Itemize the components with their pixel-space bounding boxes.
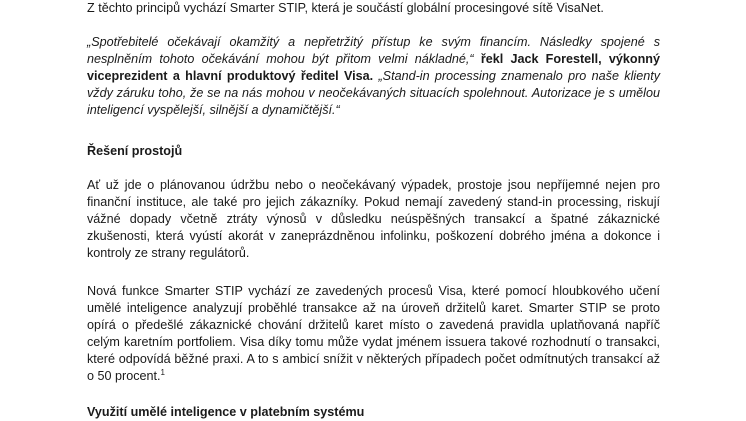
smarter-stip-text: Nová funkce Smarter STIP vychází ze zavedených procesů Visa, které pomocí hloubkového učení umělé inteligence analyzují proběhlé transakce až na úroveň držitelů karet. Smarter STIP se proto opírá o předešlé zákaznické chování držitelů karet místo o zavedená pravidla uplatňovaná napříč celým karetním portfoliem. Visa díky tomu může vydat jménem issuera takové rozhodnutí o transakci, které odpovídá běžné praxi. A to s ambicí snížit v některých případech počet odmítnutých transakcí až o 50 procent. bbox=[87, 284, 660, 383]
footnote-reference[interactable]: 1 bbox=[160, 367, 165, 377]
quote-part-2: „Stand-in processing znamenalo pro naše klienty vždy záruku toho, že se na nás mohou v neočekávaných situacích spolehnout. Autorizace je s umělou inteligencí vyspělejší, silnější a dynamičtější.“ bbox=[87, 69, 661, 117]
smarter-stip-paragraph bbox=[87, 283, 660, 385]
quote-paragraph bbox=[87, 34, 660, 119]
downtime-paragraph: Ať už jde o plánovanou údržbu nebo o neočekávaný výpadek, prostoje jsou nepříjemné nejen pro finanční instituce, ale také pro jejich zákazníky. Pokud nemají zavedený stand-in processing, riskují vážné dopady včetně ztráty výnosů v důsledku neúspěšných transakcí a špatné zákaznické zkušenosti, která vyústí akorát v zaneprázdněnou infolinku, poškození dobrého jména a dokonce i kontroly ze strany regulátorů. bbox=[87, 178, 660, 260]
intro-paragraph: Z těchto principů vychází Smarter STIP, která je součástí globální procesingové sítě VisaNet. bbox=[87, 1, 604, 15]
quote-attribution: řekl Jack Forestell, výkonný viceprezident a hlavní produktový ředitel Visa. bbox=[87, 52, 660, 83]
section-heading-ai: Využití umělé inteligence v platebním systému bbox=[87, 405, 365, 419]
quote-part-1: „Spotřebitelé očekávají okamžitý a nepřetržitý přístup ke svým financím. Následky spojené s nesplněním tohoto očekávání mohou být přitom velmi nákladné,“ bbox=[87, 35, 660, 66]
section-heading-downtime: Řešení prostojů bbox=[87, 144, 183, 158]
